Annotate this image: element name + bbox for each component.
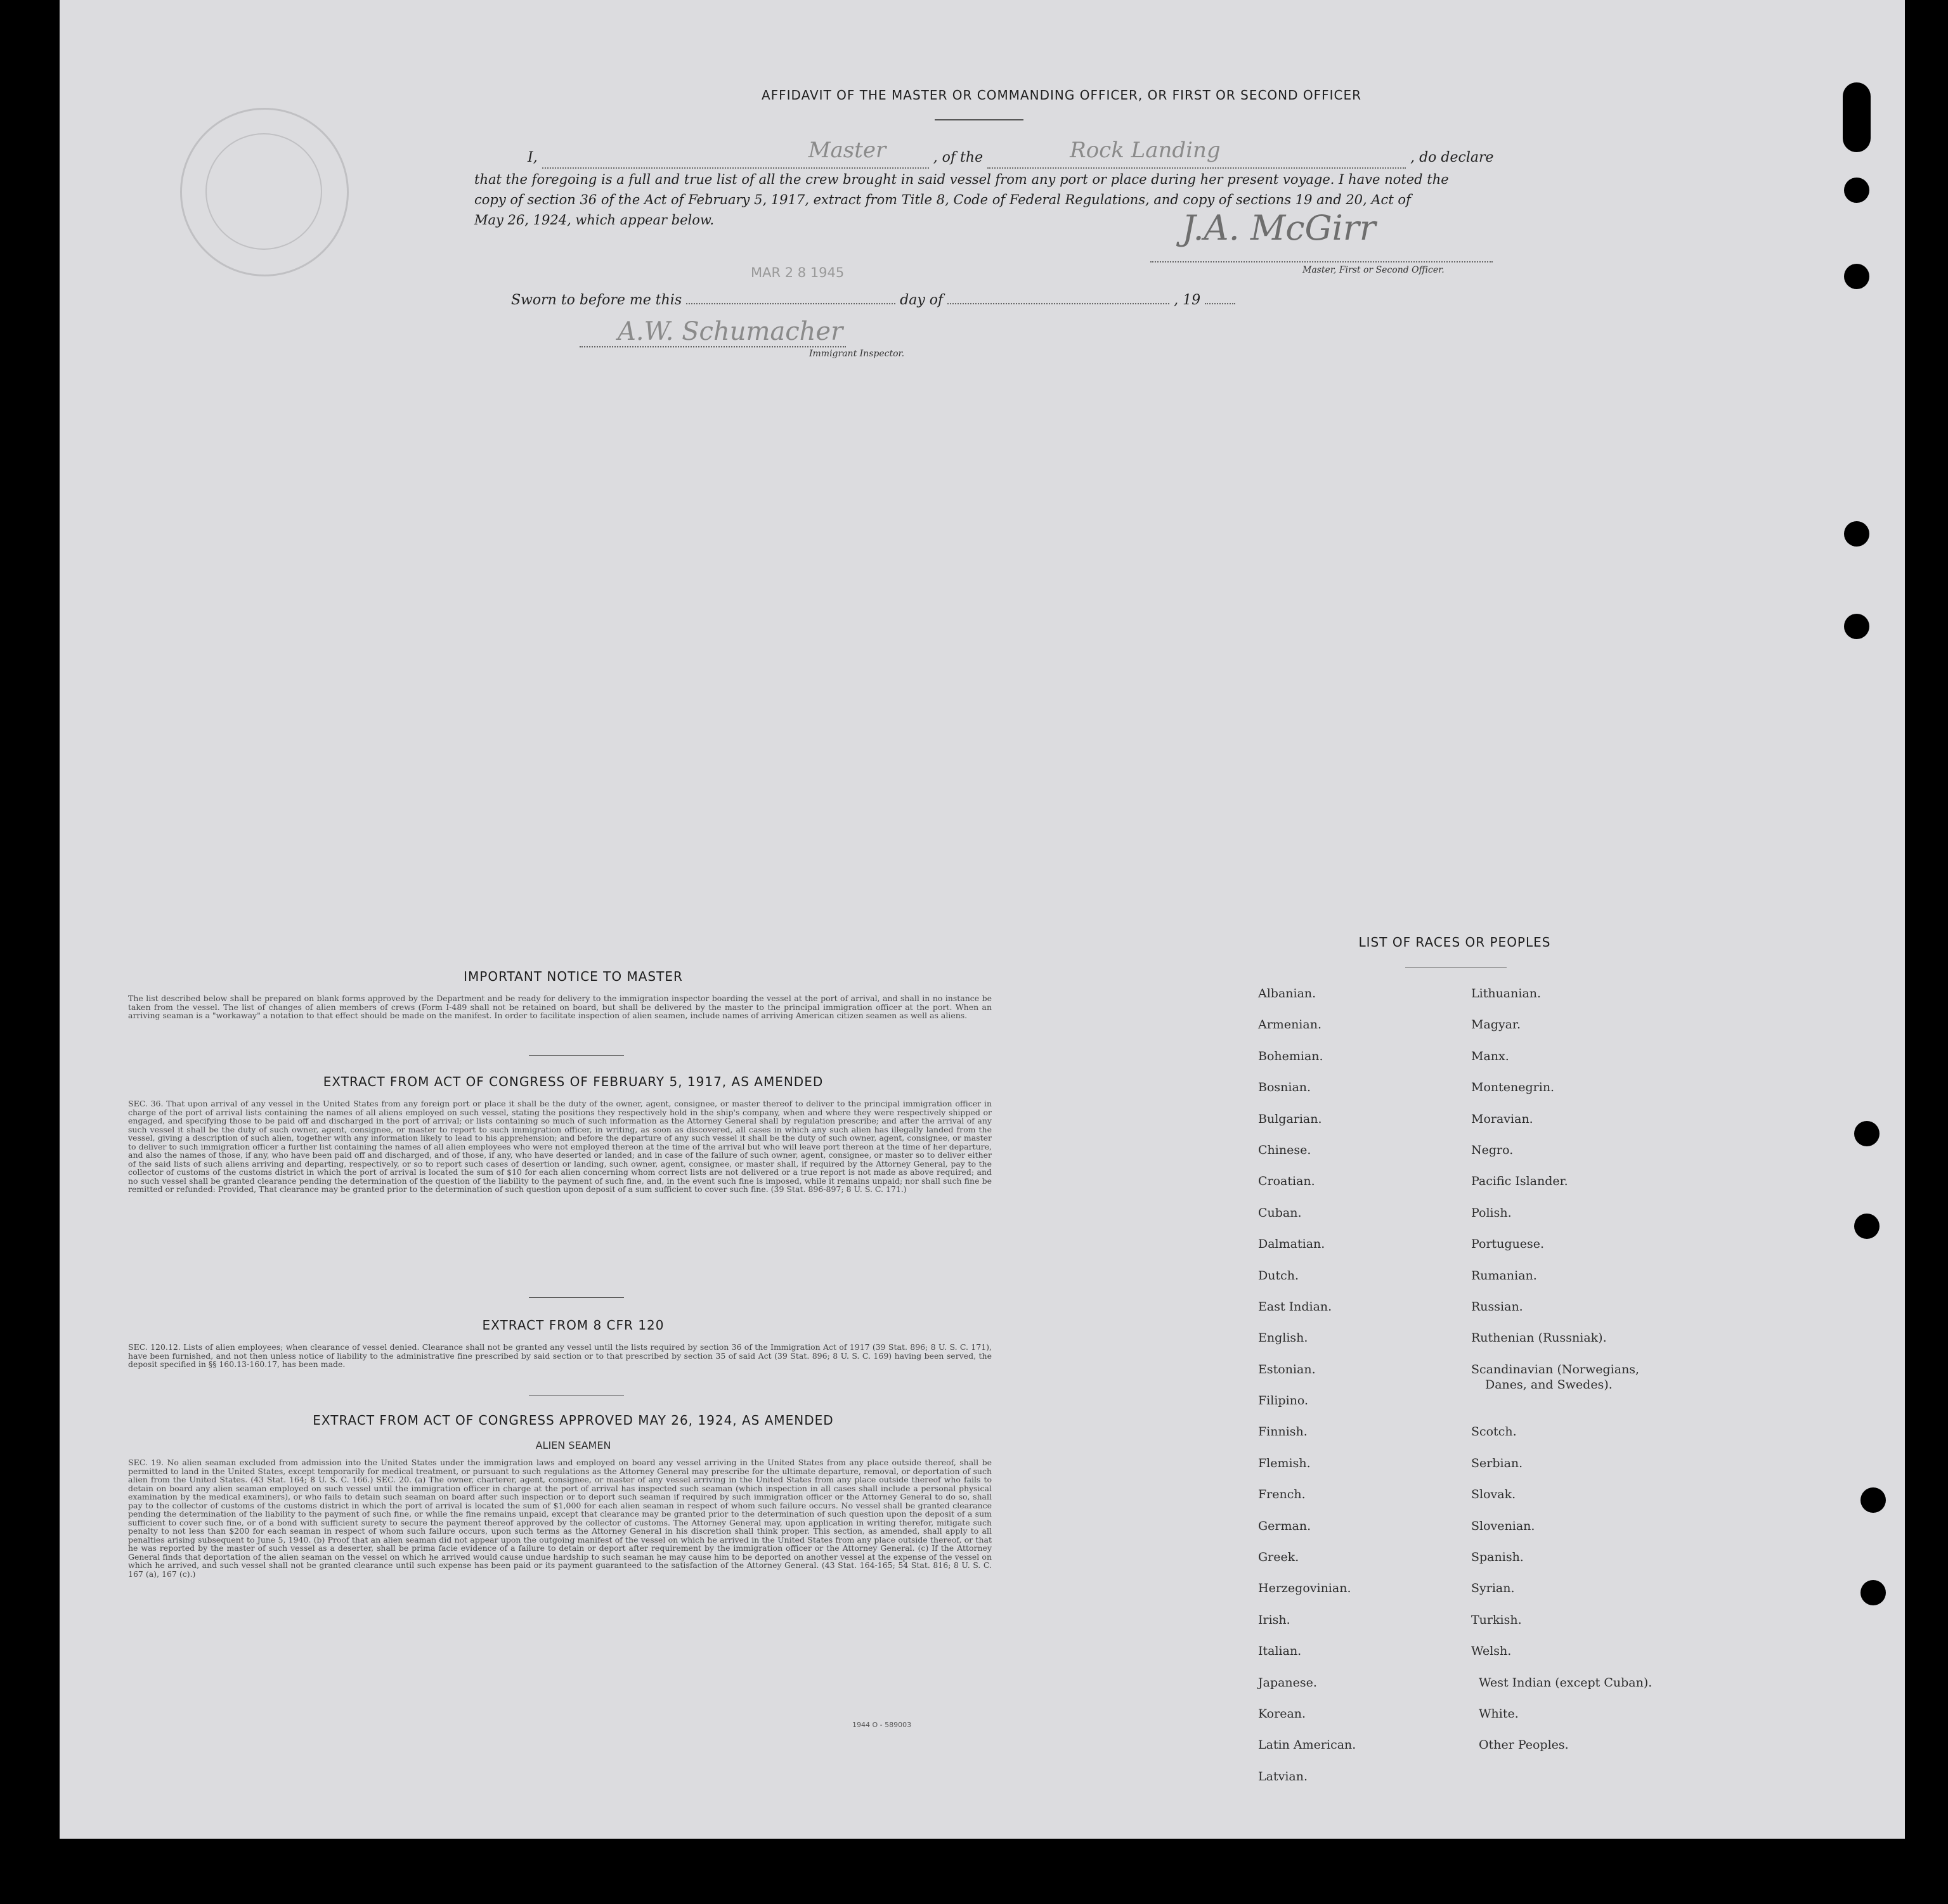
extract-1917-text: SEC. 36. That upon arrival of any vessel in the United States from any foreign port or place it shall be the duty of the owner, agent, consignee, or master thereof to deliver to the principal immigration officer in charge of the port of arrival lists containing the names of all aliens employed on such vessel, stating the positions they respectively hold in the ship's company, when and where they were respectively shipped or engaged, and specifying those to be paid off and discharged in the port of arrival; or lists containing so much of such information as the Attorney General shall by regulation prescribe; and after the arrival of any such vessel it shall be the duty of such owner, agent, consignee, or master to report to such immigration officer, in writing, as soon as discovered, all cases in which any such alien has illegally landed from the vessel, giving a description of such alien, together with any information likely to lead to his apprehension; and before the departure of any such vessel it shall be the duty of such owner, agent, consignee, or master to deliver to such immigration officer a further list containing the names of all alien employees who were not employed thereon at the time of the arrival but who will leave port thereon at the time of her departure, and also the names of those, if any, who have been paid off and discharged, and of those, if any, who have deserted or landed; and in case of the failure of such owner, agent, consignee, or master so to deliver either of the said lists of such aliens arriving and departing, respectively, or so to report such cases of desertion or landing, such owner, agent, consignee, or master shall, if required by the Attorney General, pay to the collector of customs of the customs district in which the port of arrival is located the sum of $10 for each alien concerning whom correct lists are not delivered or a true report is not made as above required; and no such vessel shall be granted clearance pending the determination of the question of the liability to the payment of such fine, and, in the event such fine is imposed, while it remains unpaid; nor shall such fine be remitted or refunded: Provided, That clearance may be granted prior to the determination of such question upon deposit of a sum sufficient to cover such fine. (39 Stat. 896-897; 8 U. S. C. 171.) xyxy=(128,1099,992,1194)
race-item: Dalmatian. xyxy=(1258,1237,1325,1252)
punch-hole xyxy=(1854,1214,1880,1239)
vessel-handwriting: Rock Landing xyxy=(1070,138,1221,163)
race-item: Other Peoples. xyxy=(1479,1738,1569,1752)
race-item: Moravian. xyxy=(1471,1111,1533,1126)
extract-cfr-divider xyxy=(529,1395,624,1396)
race-item: West Indian (except Cuban). xyxy=(1479,1675,1653,1690)
inspector-caption: Immigrant Inspector. xyxy=(809,349,905,359)
inspector-signature: A.W. Schumacher xyxy=(618,317,843,346)
sworn-day-field xyxy=(686,289,895,304)
races-right-column xyxy=(1471,987,1737,1770)
punch-hole xyxy=(1844,614,1869,639)
race-item: Montenegrin. xyxy=(1471,1080,1555,1095)
declare-label: , do declare xyxy=(1410,150,1494,165)
of-the-label: , of the xyxy=(933,150,984,165)
i-label: I, xyxy=(528,150,538,165)
race-item: Russian. xyxy=(1471,1299,1523,1314)
race-item: Danes, and Swedes). xyxy=(1485,1377,1613,1392)
race-item: Scotch. xyxy=(1471,1425,1517,1439)
race-item: German. xyxy=(1258,1519,1311,1533)
race-item: Dutch. xyxy=(1258,1268,1299,1283)
race-item: Ruthenian (Russniak). xyxy=(1471,1331,1607,1345)
race-item: Scandinavian (Norwegians, xyxy=(1471,1362,1640,1376)
sworn-year-field xyxy=(1205,289,1235,304)
year-label: , 19 xyxy=(1174,292,1201,308)
position-handwriting: Master xyxy=(808,138,886,163)
race-item: Korean. xyxy=(1258,1706,1306,1721)
race-item: Bosnian. xyxy=(1258,1080,1311,1095)
extract-1924-title: EXTRACT FROM ACT OF CONGRESS APPROVED MAY 26, 1924, AS AMENDED xyxy=(313,1413,834,1428)
extract-1917-divider xyxy=(529,1297,624,1298)
sworn-label: Sworn to before me this xyxy=(511,292,682,308)
notice-divider xyxy=(529,1055,624,1056)
extract-cfr-title: EXTRACT FROM 8 CFR 120 xyxy=(482,1318,665,1333)
races-title: LIST OF RACES OR PEOPLES xyxy=(1358,935,1551,950)
print-code: 1944 O - 589003 xyxy=(852,1721,912,1729)
affidavit-title: AFFIDAVIT OF THE MASTER OR COMMANDING OFFICER, OR FIRST OR SECOND OFFICER xyxy=(761,87,1362,103)
race-item: Portuguese. xyxy=(1471,1237,1545,1252)
date-stamp: MAR 2 8 1945 xyxy=(751,265,845,280)
race-item: Estonian. xyxy=(1258,1362,1316,1376)
punch-hole xyxy=(1860,1580,1886,1605)
race-item: Croatian. xyxy=(1258,1174,1315,1189)
notice-text: The list described below shall be prepared on blank forms approved by the Department and be ready for delivery to the immigration inspector boarding the vessel at the port of arrival, and shall in no instance be taken from the vessel. The list of changes of alien members of crews (Form I-489 shall not be retained on board, but shall be delivered by the master to the principal immigration officer at the port. When an arriving seaman is a "workaway" a notation to that effect should be made on the manifest. In order to facilitate inspection of alien seamen, include names of arriving American citizen seamen as well as aliens. xyxy=(128,994,992,1020)
race-item: Chinese. xyxy=(1258,1143,1311,1157)
extract-1924-subtitle: ALIEN SEAMEN xyxy=(535,1439,611,1451)
race-item: Rumanian. xyxy=(1471,1268,1537,1283)
race-item: Italian. xyxy=(1258,1644,1302,1659)
race-item: Manx. xyxy=(1471,1049,1509,1063)
race-item: Turkish. xyxy=(1471,1612,1522,1627)
notice-title: IMPORTANT NOTICE TO MASTER xyxy=(464,969,683,984)
race-item: Filipino. xyxy=(1258,1394,1309,1408)
race-item: Bohemian. xyxy=(1258,1049,1323,1063)
affidavit-line-2: that the foregoing is a full and true list of all the crew brought in said vessel from any port or place during her present voyage. I have noted the xyxy=(474,172,1449,187)
punch-hole xyxy=(1860,1487,1886,1513)
sworn-month-field xyxy=(947,289,1169,304)
stamp-inner-ring xyxy=(205,133,322,250)
race-item: Welsh. xyxy=(1471,1644,1512,1659)
race-item: English. xyxy=(1258,1331,1308,1345)
punch-hole xyxy=(1844,264,1869,289)
punch-hole xyxy=(1854,1121,1880,1146)
race-item: East Indian. xyxy=(1258,1299,1332,1314)
race-item: Japanese. xyxy=(1258,1675,1317,1690)
race-item: Herzegovinian. xyxy=(1258,1581,1351,1596)
race-item: Slovenian. xyxy=(1471,1519,1535,1533)
race-item: Armenian. xyxy=(1258,1018,1321,1032)
extract-1917-title: EXTRACT FROM ACT OF CONGRESS OF FEBRUARY 5, 1917, AS AMENDED xyxy=(323,1074,824,1089)
race-item: Negro. xyxy=(1471,1143,1514,1157)
race-item: Bulgarian. xyxy=(1258,1111,1322,1126)
punch-hole xyxy=(1844,521,1869,547)
vessel-field xyxy=(987,138,1406,169)
position-field xyxy=(542,138,929,169)
document-page xyxy=(60,0,1905,1839)
affidavit-line-3: copy of section 36 of the Act of February 5, 1917, extract from Title 8, Code of Federal Regulations, and copy of sections 19 and 20, Act of xyxy=(474,192,1411,207)
affidavit-line-1 xyxy=(528,138,1555,169)
master-signature: J.A. McGirr xyxy=(1182,208,1376,248)
sworn-line xyxy=(511,289,1235,311)
race-item: White. xyxy=(1479,1707,1519,1721)
race-item: Albanian. xyxy=(1258,987,1316,1001)
day-of-label: day of xyxy=(900,292,944,308)
race-item: Syrian. xyxy=(1471,1581,1515,1596)
race-item: Irish. xyxy=(1258,1612,1290,1627)
race-item: Lithuanian. xyxy=(1471,987,1542,1001)
race-item: Flemish. xyxy=(1258,1456,1311,1470)
race-item: Polish. xyxy=(1471,1205,1512,1220)
extract-1924-text: SEC. 19. No alien seaman excluded from admission into the United States under the immigration laws and employed on board any vessel arriving in the United States from any place outside thereof, shall be permitted to land in the United States, except temporarily for medical treatment, or pursuant to such regulations as the Attorney General may prescribe for the ultimate departure, removal, or deportation of such alien from the United States. (43 Stat. 164; 8 U. S. C. 166.) SEC. 20. (a) The owner, charterer, agent, consignee, or master of any vessel arriving in the United States from any place outside thereof who fails to detain on board any alien seaman employed on such vessel until the immigration officer in charge at the port of arrival has inspected such seaman (which inspection in all cases shall include a personal physical examination by the medical examiners), or who fails to detain such seaman on board after such inspection or to deport such seaman if required by such immigration officer or the Attorney General to do so, shall pay to the collector of customs of the customs district in which the port of arrival is located the sum of $1,000 for each alien seaman in respect of whom such failure occurs. No vessel shall be granted clearance pending the determination of the liability to the payment of such fine, or while the fine remains unpaid, except that clearance may be granted prior to the determination of such question upon the deposit of a sum sufficient to cover such fine, or of a bond with sufficient surety to secure the payment thereof approved by the collector of customs. The Attorney General may, upon application in writing therefor, mitigate such penalty to not less than $200 for each seaman in respect of whom such failure occurs, upon such terms as the Attorney General in his discretion shall think proper. This section, as amended, shall apply to all penalties arising subsequent to June 5, 1940. (b) Proof that an alien seaman did not appear upon the outgoing manifest of the vessel on which he arrived in the United States from any place outside thereof, or that he was reported by the master of such vessel as a deserter, shall be prima facie evidence of a failure to detain or deport after requirement by the immigration officer or the Attorney General. (c) If the Attorney General finds that deportation of the alien seaman on the vessel on which he arrived would cause undue hardship to such seaman he may cause him to be deported on another vessel at the expense of the vessel on which he arrived, and such vessel shall not be granted clearance until such expense has been paid or its payment guaranteed to the satisfaction of the Attorney General. (43 Stat. 164-165; 54 Stat. 816; 8 U. S. C. 167 (a), 167 (c).) xyxy=(128,1458,992,1579)
race-item: Spanish. xyxy=(1471,1550,1524,1565)
extract-cfr-text: SEC. 120.12. Lists of alien employees; when clearance of vessel denied. Clearance shall not be granted any vessel until the lists required by section 36 of the Immigration Act of 1917 (39 Stat. 896; 8 U. S. C. 171), have been furnished, and not then unless notice of liability to the administrative fine prescribed by said section or to that prescribed by section 35 of said Act (39 Stat. 896; 8 U. S. C. 169) having been served, the deposit specified in §§ 160.13-160.17, has been made. xyxy=(128,1342,992,1369)
race-item: Slovak. xyxy=(1471,1487,1516,1502)
race-item: Latin American. xyxy=(1258,1738,1356,1752)
race-item: Serbian. xyxy=(1471,1456,1523,1470)
signature-line xyxy=(1150,261,1493,262)
punch-hole xyxy=(1844,178,1869,203)
punch-hole xyxy=(1843,82,1871,152)
race-item: Greek. xyxy=(1258,1550,1299,1565)
race-item: Magyar. xyxy=(1471,1018,1521,1032)
race-item: Cuban. xyxy=(1258,1205,1302,1220)
race-item: Latvian. xyxy=(1258,1769,1308,1784)
affidavit-line-4: May 26, 1924, which appear below. xyxy=(474,212,715,228)
race-item: French. xyxy=(1258,1487,1306,1502)
race-item: Finnish. xyxy=(1258,1425,1308,1439)
title-divider xyxy=(935,119,1023,120)
signature-caption: Master, First or Second Officer. xyxy=(1302,265,1445,275)
race-item: Pacific Islander. xyxy=(1471,1174,1568,1189)
races-left-column xyxy=(1258,987,1474,1801)
inspector-signature-line xyxy=(580,346,846,347)
